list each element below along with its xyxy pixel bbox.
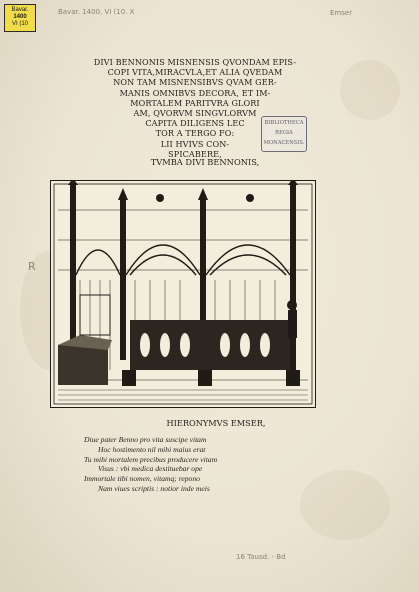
stamp-line: REGIA bbox=[275, 130, 293, 136]
paper-stain bbox=[340, 60, 400, 120]
title-line: COPI VITA,MIRACVLA,ET ALIA QVEDAM bbox=[107, 67, 283, 78]
author-heading: HIERONYMVS EMSER, bbox=[166, 418, 266, 428]
poem-line: Hoc hostimento nil mihi maius erat bbox=[98, 444, 206, 454]
title-line: DIVI BENNONIS MISNENSIS QVONDAM EPIS- bbox=[93, 57, 297, 67]
shelfmark-line: 1400 bbox=[13, 14, 27, 20]
pencil-margin-letter: R bbox=[28, 260, 36, 273]
poem-line: Immortale tibi nomen, vitamq; repono bbox=[84, 474, 200, 484]
shelfmark-line: Bavar. bbox=[11, 7, 29, 13]
poem-line: Visus : vbi medica destituebar ope bbox=[98, 464, 203, 474]
title-line: MORTALEM PARITVRA GLORI bbox=[130, 97, 260, 108]
title-line: MANIS OMNIBVS DECORA, ET IM- bbox=[119, 87, 271, 98]
poem-line: Diue pater Benno pro vita suscipe vitam bbox=[84, 435, 207, 444]
pencil-shelf-note: Bavar. 1400, VI (10. X bbox=[58, 8, 135, 16]
title-line: CAPITA DILIGENS LEC bbox=[145, 118, 245, 129]
dedication-poem bbox=[84, 435, 324, 494]
title-line: TOR A TERGO FO: bbox=[155, 128, 235, 139]
tomb-woodcut-illustration bbox=[50, 180, 316, 408]
library-stamp bbox=[261, 116, 307, 152]
poem-line: Tu mihi mortalem precibus producere vitam bbox=[84, 454, 218, 464]
library-shelfmark-label bbox=[4, 4, 36, 32]
woodcut-heading: TVMBA DIVI BENNONIS, bbox=[150, 157, 260, 167]
pencil-bottom-note: 16 Tausd. - Bd bbox=[236, 553, 286, 561]
title-line: LII HVIVS CON- bbox=[160, 138, 230, 149]
title-line: NON TAM MISNENSIBVS QVAM GER- bbox=[113, 77, 277, 88]
title-line: SPICABERE, bbox=[168, 148, 222, 159]
pencil-name-note: Emser bbox=[330, 9, 353, 17]
stamp-line: MONACENSIS. bbox=[263, 140, 305, 146]
stamp-line: BIBLIOTHECA bbox=[264, 120, 304, 126]
shelfmark-line: VI (10 bbox=[11, 21, 28, 27]
title-line: AM, QVORVM SINGVLORVM bbox=[133, 108, 257, 119]
poem-line: Nam viues scriptis : notior inde meis bbox=[98, 483, 210, 493]
